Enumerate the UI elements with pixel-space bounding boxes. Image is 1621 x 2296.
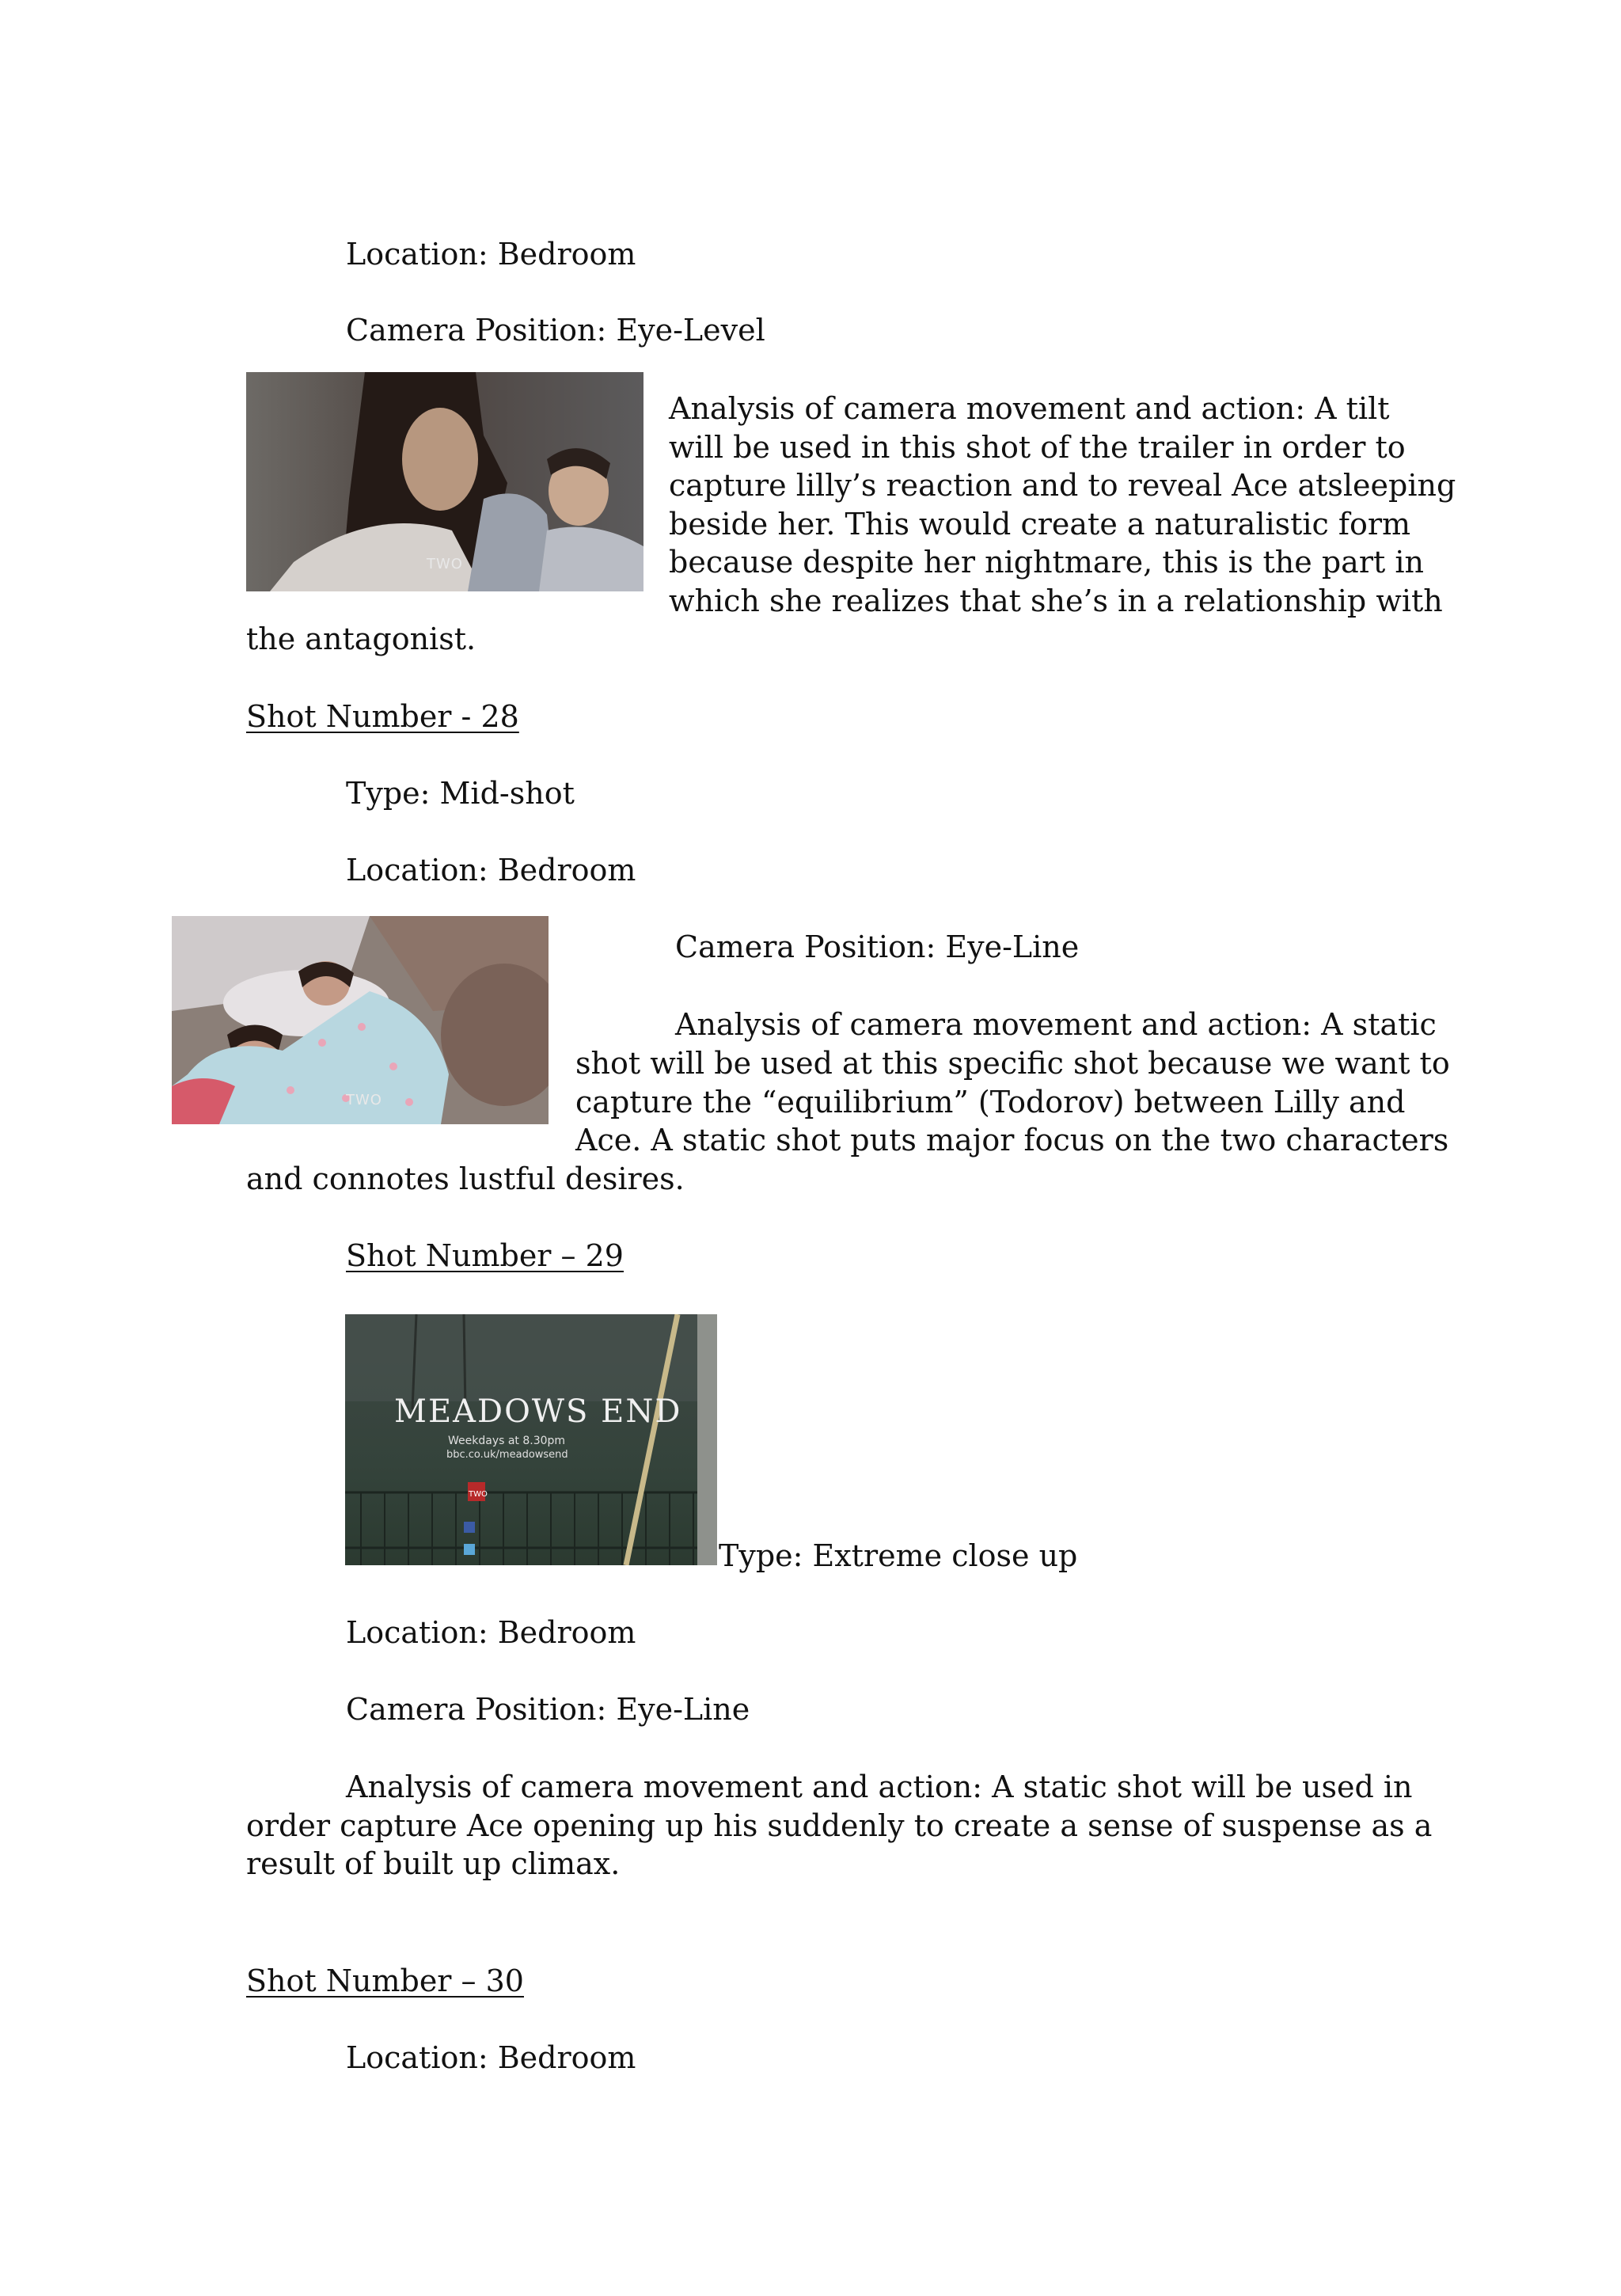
analysis-line: order capture Ace opening up his suddenly to create a sense of suspense as a bbox=[246, 1808, 1433, 1843]
tv-channel-logo: TWO bbox=[469, 1490, 488, 1499]
shot-30-heading: Shot Number – 30 bbox=[246, 1963, 524, 1998]
shot-28-analysis-first: Analysis of camera movement and action: A static bbox=[675, 1007, 1437, 1042]
shot-29-camera-position: Camera Position: Eye-Line bbox=[346, 1692, 750, 1727]
analysis-line: Analysis of camera movement and action: A tilt bbox=[669, 391, 1390, 426]
analysis-line: will be used in this shot of the trailer in order to bbox=[669, 429, 1406, 465]
shot-28-analysis-paragraph bbox=[575, 1044, 1450, 1160]
analysis-line: capture the “equilibrium” (Todorov) between Lilly and bbox=[575, 1084, 1406, 1119]
analysis-line: shot will be used at this specific shot because we want to bbox=[575, 1046, 1450, 1081]
camera-position-label: Camera Position: Eye-Level bbox=[346, 313, 765, 348]
analysis-line: capture lilly’s reaction and to reveal Ace atsleeping bbox=[669, 468, 1456, 503]
shot-29-heading: Shot Number – 29 bbox=[346, 1238, 624, 1273]
meadows-end-title: MEADOWS END bbox=[394, 1393, 682, 1430]
analysis-tail-1: the antagonist. bbox=[246, 622, 476, 656]
analysis-line: which she realizes that she’s in a relationship with bbox=[669, 583, 1443, 618]
shot-28-type: Type: Mid-shot bbox=[346, 776, 575, 811]
location-label: Location: Bedroom bbox=[346, 237, 636, 272]
shot-28-heading: Shot Number - 28 bbox=[246, 699, 519, 734]
still-image-lilly-ace-sleeping bbox=[172, 916, 549, 1124]
broadcast-schedule: Weekdays at 8.30pm bbox=[448, 1435, 566, 1447]
analysis-line: Analysis of camera movement and action: A static shot will be used in bbox=[346, 1770, 1413, 1804]
shot-28-location: Location: Bedroom bbox=[346, 853, 636, 888]
tv-channel-logo: TWO bbox=[346, 1092, 382, 1108]
analysis-line: Ace. A static shot puts major focus on the two characters bbox=[575, 1123, 1449, 1158]
shot-29-type: Type: Extreme close up bbox=[719, 1538, 1078, 1573]
analysis-line: because despite her nightmare, this is the part in bbox=[669, 545, 1424, 580]
shot-28-camera-position: Camera Position: Eye-Line bbox=[675, 929, 1080, 964]
analysis-line: result of built up climax. bbox=[246, 1846, 621, 1881]
analysis-paragraph-1 bbox=[669, 390, 1456, 620]
website-url: bbc.co.uk/meadowsend bbox=[446, 1449, 568, 1461]
shot-29-analysis-paragraph bbox=[246, 1768, 1432, 1884]
still-image-lilly-reaction bbox=[246, 372, 643, 591]
still-image-meadows-end-title bbox=[345, 1314, 717, 1565]
shot-28-analysis-tail: and connotes lustful desires. bbox=[246, 1161, 685, 1196]
analysis-line: beside her. This would create a naturalistic form bbox=[669, 506, 1411, 542]
shot-29-location: Location: Bedroom bbox=[346, 1615, 636, 1650]
shot-30-location: Location: Bedroom bbox=[346, 2040, 636, 2075]
tv-channel-logo: TWO bbox=[427, 556, 463, 572]
